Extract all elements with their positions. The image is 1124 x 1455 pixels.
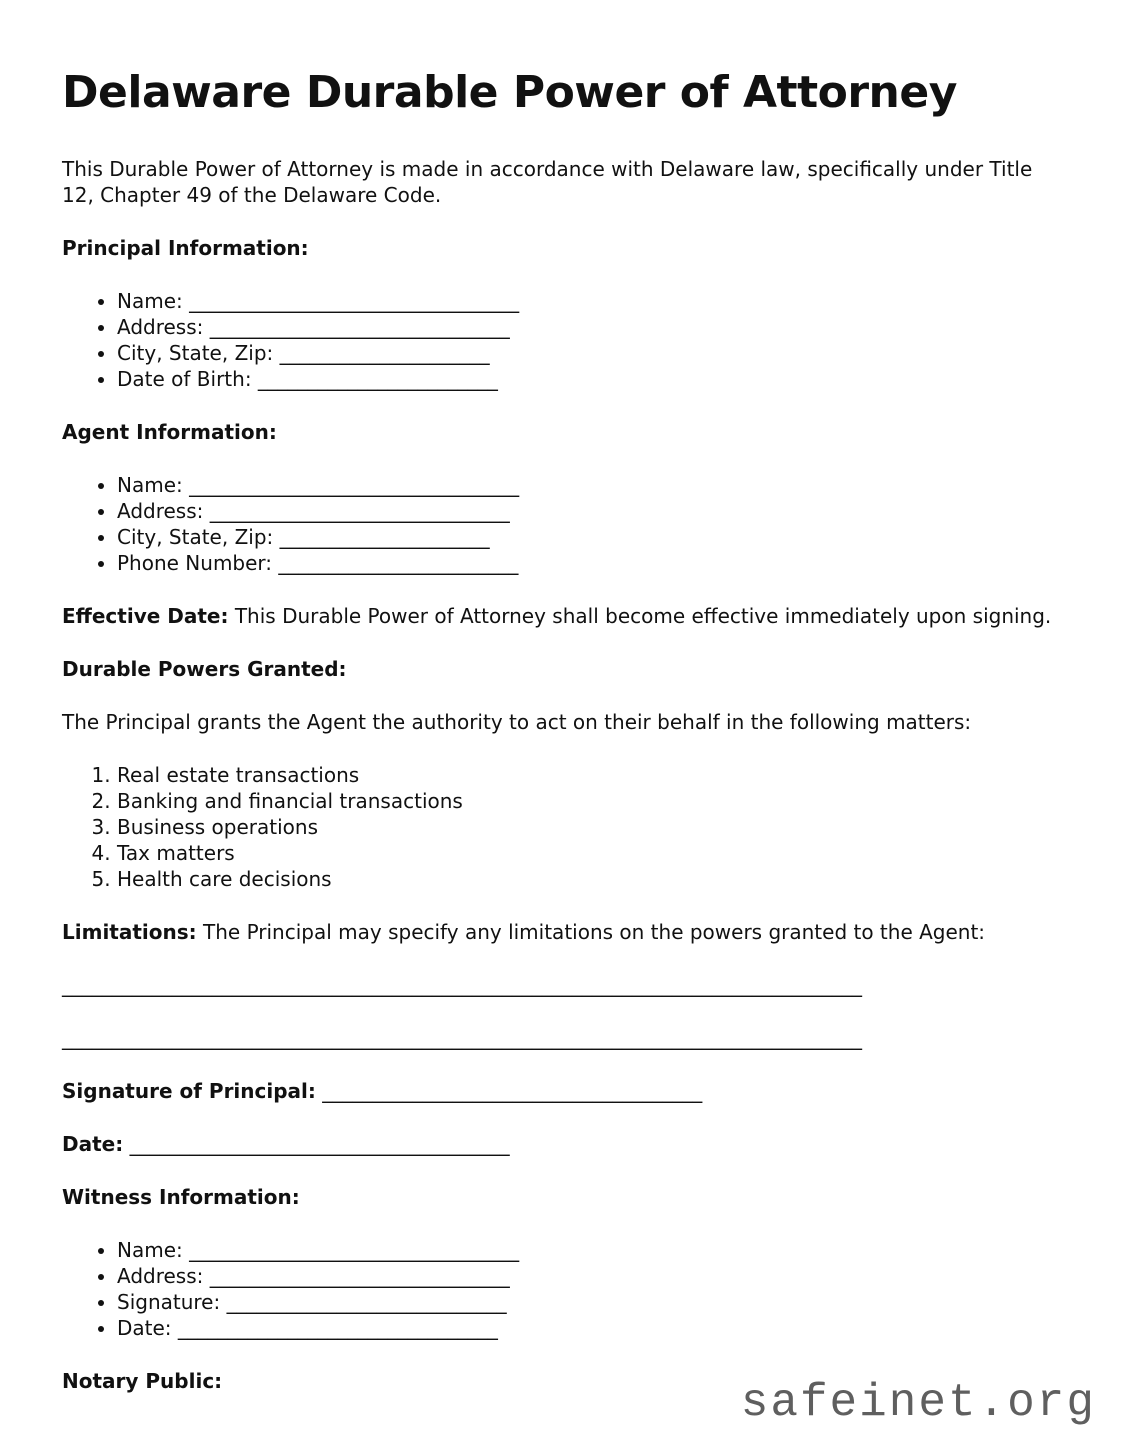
document-title: Delaware Durable Power of Attorney xyxy=(62,67,957,118)
witness-address-row xyxy=(117,1263,1062,1289)
agent-phone-number-row xyxy=(117,550,1062,576)
agent-city-state-zip-row xyxy=(117,524,1062,550)
fill-in-blank: ______________________________ xyxy=(209,499,510,523)
principal-name-row xyxy=(117,288,1062,314)
principal-city-state-zip-row xyxy=(117,340,1062,366)
field-label: Name: xyxy=(117,473,183,497)
limitations-blank-line-1: ________________________________________________________________________________ xyxy=(62,973,862,997)
fill-in-blank: _________________________________ xyxy=(189,1238,520,1262)
date-label: Date: xyxy=(62,1132,124,1156)
signature-label: Signature of Principal: xyxy=(62,1079,316,1103)
limitations-blank-line-2: ________________________________________________________________________________ xyxy=(62,1026,862,1050)
powers-section-heading: Durable Powers Granted: xyxy=(62,657,347,681)
witness-date-row xyxy=(117,1315,1062,1341)
field-label: City, State, Zip: xyxy=(117,525,274,549)
power-item-real-estate: 1. Real estate transactions xyxy=(117,762,1062,788)
effective-date-label: Effective Date: xyxy=(62,604,229,628)
power-item-banking: 2. Banking and financial transactions xyxy=(117,788,1062,814)
fill-in-blank: _________________________________ xyxy=(189,289,520,313)
witness-fields-list xyxy=(62,1237,1062,1341)
field-label: Phone Number: xyxy=(117,551,273,575)
field-label: Name: xyxy=(117,289,183,313)
limitations-label: Limitations: xyxy=(62,920,197,944)
agent-address-row xyxy=(117,498,1062,524)
powers-list xyxy=(62,762,1062,892)
fill-in-blank: ________________________ xyxy=(257,367,498,391)
field-label: Name: xyxy=(117,1238,183,1262)
fill-in-blank: ______________________________ xyxy=(209,1264,510,1288)
field-label: City, State, Zip: xyxy=(117,341,274,365)
limitations-paragraph xyxy=(62,919,1062,945)
fill-in-blank: ______________________________________ xyxy=(322,1079,703,1103)
witness-name-row xyxy=(117,1237,1062,1263)
fill-in-blank: ________________________________ xyxy=(177,1316,498,1340)
fill-in-blank: ________________________ xyxy=(278,551,519,575)
field-label: Address: xyxy=(117,315,204,339)
field-label: Date: xyxy=(117,1316,172,1340)
agent-name-row xyxy=(117,472,1062,498)
effective-date-paragraph xyxy=(62,603,1062,629)
watermark-safeinet: safeinet.org xyxy=(740,1377,1096,1429)
agent-section-heading: Agent Information: xyxy=(62,420,277,444)
field-label: Address: xyxy=(117,499,204,523)
effective-date-text: This Durable Power of Attorney shall become effective immediately upon signing. xyxy=(234,604,1052,628)
fill-in-blank: _____________________ xyxy=(279,341,490,365)
fill-in-blank: ______________________________________ xyxy=(129,1132,510,1156)
signature-of-principal-row xyxy=(62,1078,1062,1104)
principal-date-of-birth-row xyxy=(117,366,1062,392)
powers-intro-paragraph: The Principal grants the Agent the authority to act on their behalf in the following matters: xyxy=(62,710,972,734)
fill-in-blank: ______________________________ xyxy=(209,315,510,339)
power-item-health-care: 5. Health care decisions xyxy=(117,866,1062,892)
witness-signature-row xyxy=(117,1289,1062,1315)
field-label: Date of Birth: xyxy=(117,367,252,391)
principal-fields-list xyxy=(62,288,1062,392)
power-item-business: 3. Business operations xyxy=(117,814,1062,840)
limitations-text: The Principal may specify any limitations on the powers granted to the Agent: xyxy=(203,920,986,944)
intro-paragraph: This Durable Power of Attorney is made in accordance with Delaware law, specifically under Title 12, Chapter 49 of the Delaware Code. xyxy=(62,157,1033,207)
date-row xyxy=(62,1131,1062,1157)
fill-in-blank: _____________________ xyxy=(279,525,490,549)
principal-address-row xyxy=(117,314,1062,340)
fill-in-blank: ____________________________ xyxy=(226,1290,507,1314)
witness-section-heading: Witness Information: xyxy=(62,1185,300,1209)
notary-section-heading: Notary Public: xyxy=(62,1369,223,1393)
field-label: Signature: xyxy=(117,1290,221,1314)
principal-section-heading: Principal Information: xyxy=(62,236,309,260)
fill-in-blank: _________________________________ xyxy=(189,473,520,497)
field-label: Address: xyxy=(117,1264,204,1288)
agent-fields-list xyxy=(62,472,1062,576)
power-item-tax: 4. Tax matters xyxy=(117,840,1062,866)
